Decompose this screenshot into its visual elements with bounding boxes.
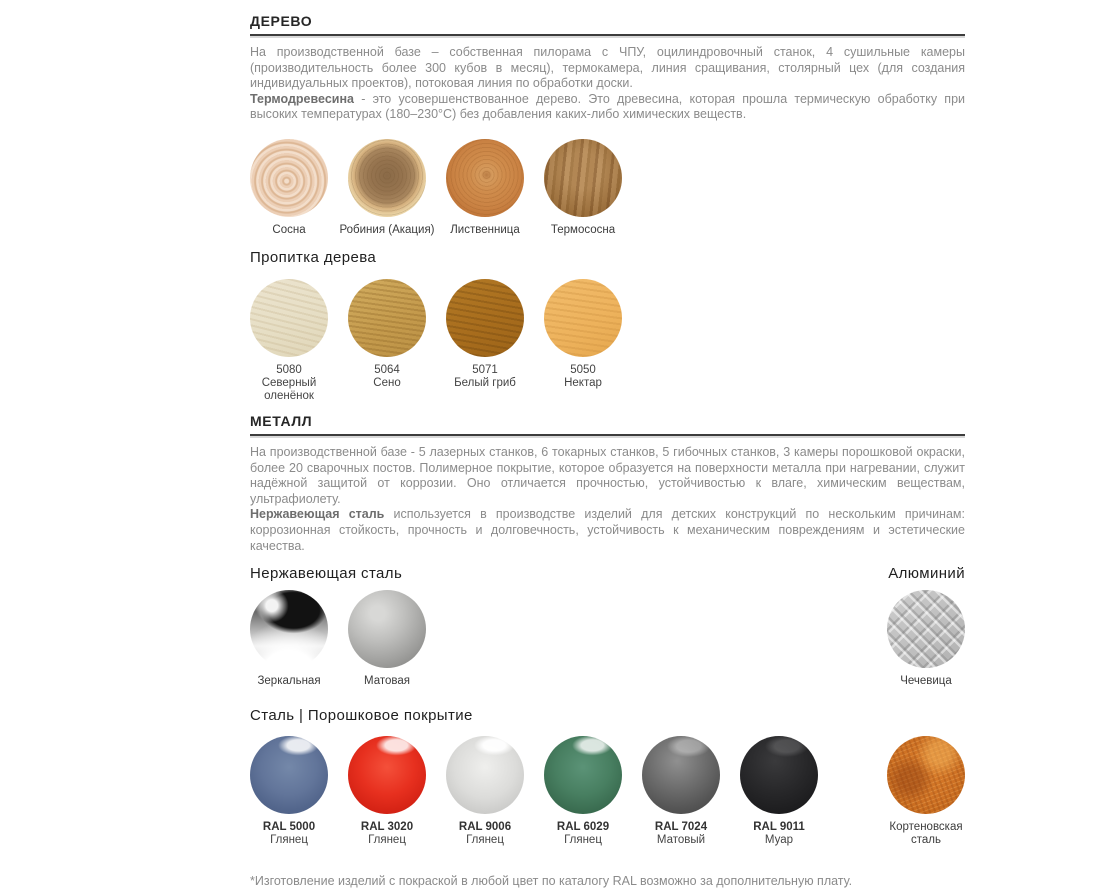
corten-steel-swatch-circle: [887, 736, 965, 814]
swatch-label: [459, 821, 511, 847]
swatch-pine: [250, 139, 328, 237]
swatch-label: Матовая: [364, 675, 410, 688]
powder-coating-title: Сталь | Порошковое покрытие: [250, 707, 473, 725]
swatch-label: Робиния (Акация): [339, 223, 435, 236]
impregnation-swatch-circle: [446, 279, 524, 357]
powder-coating-row: [250, 736, 965, 847]
swatch-5080: [250, 279, 328, 403]
ral-finish: Глянец: [466, 834, 504, 847]
impregnation-code: 5064: [374, 363, 400, 376]
swatch-mirror-steel: [250, 590, 328, 688]
swatch-ral-7024: [642, 736, 720, 847]
section-divider: [250, 434, 965, 436]
impregnation-title: Пропитка дерева: [250, 248, 377, 266]
impregnation-row: [250, 279, 965, 403]
thermowood-lead: Термодревесина: [250, 91, 354, 106]
swatch-ral-9011: [740, 736, 818, 847]
swatch-ral-5000: [250, 736, 328, 847]
impregnation-code: 5080: [276, 363, 302, 376]
swatch-larch: [446, 139, 524, 237]
swatch-ral-9006: [446, 736, 524, 847]
swatch-label: [441, 364, 529, 390]
ral-9011-swatch-circle: [740, 736, 818, 814]
thermopine-swatch-circle: [544, 139, 622, 217]
metal-section-title: МЕТАЛЛ: [250, 412, 313, 429]
impregnation-swatch-circle: [250, 279, 328, 357]
ral-footnote: *Изготовление изделий с покраской в любой цвет по каталогу RAL возможно за дополнительную плату.: [250, 874, 853, 888]
content-column: [250, 0, 965, 888]
ral-5000-swatch-circle: [250, 736, 328, 814]
swatch-matte-steel: [348, 590, 426, 688]
swatch-thermopine: [544, 139, 622, 237]
impregnation-name: Белый гриб: [454, 376, 516, 389]
swatch-ral-3020: [348, 736, 426, 847]
steel-headings-row: [250, 565, 965, 582]
robinia-swatch-circle: [348, 139, 426, 217]
larch-swatch-circle: [446, 139, 524, 217]
swatch-label: [263, 821, 315, 847]
pine-swatch-circle: [250, 139, 328, 217]
swatch-5050: [544, 279, 622, 390]
wood-description: [250, 45, 965, 123]
impregnation-swatch-circle: [348, 279, 426, 357]
wood-species-row: [250, 139, 965, 237]
mirror-steel-swatch-circle: [250, 590, 328, 668]
section-divider: [250, 34, 965, 36]
swatch-label: Чечевица: [900, 675, 952, 688]
thermowood-rest: - это усовершенствованное дерево. Это древесина, которая прошла термическую обработку при высоких температурах (180–230°C) без добавления каких-либо химических веществ.: [250, 91, 965, 122]
ral-6029-swatch-circle: [544, 736, 622, 814]
diamond-plate-swatch-circle: [887, 590, 965, 668]
swatch-label: [557, 821, 609, 847]
ral-finish: Глянец: [270, 834, 308, 847]
swatch-label: Кортеновская сталь: [889, 821, 963, 847]
ral-code: RAL 7024: [654, 821, 708, 834]
swatch-label: [655, 821, 707, 847]
aluminum-title: Алюминий: [888, 565, 965, 583]
matte-steel-swatch-circle: [348, 590, 426, 668]
swatch-label: Сосна: [272, 223, 306, 236]
swatch-label: [343, 364, 431, 390]
metal-paragraph-production: На производственной базе - 5 лазерных станков, 6 токарных станков, 5 гибочных станков, 3 камеры порошковой окраски, более 20 сварочных постов. Полимерное покрытие, которое образуется на поверхности металла при нагревании, служит надёжной защитой от коррозии. Оно отличается прочностью, устойчивостью к влаге, химическим веществам, ультрафиолету.: [250, 444, 965, 506]
metal-paragraph-stainless: [250, 507, 965, 554]
metal-description: [250, 445, 965, 554]
impregnation-name: Северный оленёнок: [261, 376, 317, 402]
swatch-label: [361, 821, 413, 847]
ral-code: RAL 9006: [458, 821, 512, 834]
ral-code: RAL 6029: [556, 821, 610, 834]
ral-finish: Матовый: [656, 834, 706, 847]
impregnation-name: Сено: [373, 376, 401, 389]
ral-finish: Глянец: [368, 834, 406, 847]
swatch-5064: [348, 279, 426, 390]
swatch-corten-steel: [887, 736, 965, 847]
swatch-robinia: [339, 139, 435, 237]
swatch-5071: [446, 279, 524, 390]
stainless-row: [250, 590, 965, 688]
ral-code: RAL 9011: [753, 821, 805, 834]
ral-7024-swatch-circle: [642, 736, 720, 814]
swatch-label: Термососна: [550, 223, 616, 236]
swatch-label: [753, 821, 805, 847]
impregnation-code: 5050: [570, 363, 596, 376]
swatch-aluminum-lentil: [887, 590, 965, 688]
ral-code: RAL 5000: [262, 821, 316, 834]
stainless-title: Нержавеющая сталь: [250, 565, 403, 583]
wood-paragraph-thermowood: [250, 92, 965, 123]
ral-3020-swatch-circle: [348, 736, 426, 814]
swatch-label: Зеркальная: [257, 675, 321, 688]
stainless-rest: используется в производстве изделий для детских конструкций по нескольким причинам: коррозионная стойкость, прочность и долговечность, устойчивость к механическим повреждениям и эстетические качества.: [250, 507, 965, 553]
swatch-label: [245, 364, 333, 403]
impregnation-name: Нектар: [564, 376, 602, 389]
swatch-label: [539, 364, 627, 390]
ral-code: RAL 3020: [360, 821, 414, 834]
ral-finish: Глянец: [564, 834, 602, 847]
swatch-label: Лиственница: [450, 223, 520, 236]
stainless-lead: Нержавеющая сталь: [250, 507, 385, 522]
wood-paragraph-production: На производственной базе – собственная пилорама с ЧПУ, оцилиндровочный станок, 4 сушильные камеры (производительность более 300 кубов в месяц), термокамера, линия сращивания, столярный цех (для создания индивидуальных проектов), потоковая линия по обработки доски.: [250, 45, 965, 91]
swatch-ral-6029: [544, 736, 622, 847]
wood-section-title: ДЕРЕВО: [250, 13, 313, 29]
ral-finish: Муар: [764, 834, 794, 847]
impregnation-code: 5071: [472, 363, 498, 376]
impregnation-swatch-circle: [544, 279, 622, 357]
ral-9006-swatch-circle: [446, 736, 524, 814]
